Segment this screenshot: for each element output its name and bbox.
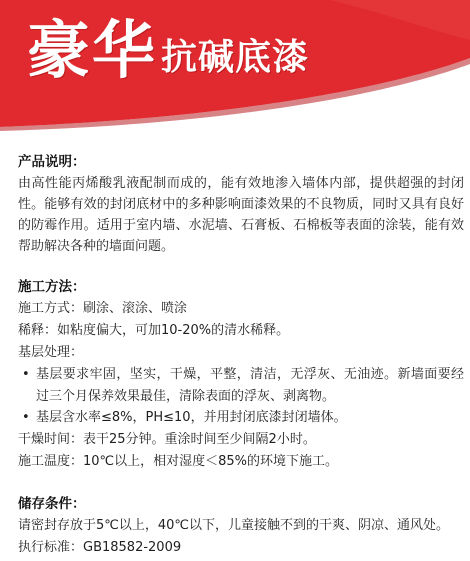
- product-title-sub: 抗碱底漆: [161, 37, 310, 78]
- storage-conditions: 请密封存放于5℃以上，40℃以下，儿童接触不到的干爽、阴凉、通风处。: [18, 517, 450, 533]
- product-title-main: 豪华: [27, 14, 157, 87]
- storage-section: [18, 493, 464, 559]
- storage-heading: 储存条件：: [18, 495, 86, 512]
- substrate-bullet-2: [18, 407, 464, 429]
- application-heading: 施工方法：: [18, 279, 86, 295]
- substrate-bullet-1-text: 基层要求牢固，坚实，干燥，平整，清洁，无浮灰、无油迹。新墙面要经过三个月保养效果最佳，清除表面的浮灰、剥离物。: [36, 367, 464, 404]
- substrate-bullet-1: [18, 364, 464, 407]
- product-description-heading: 产品说明：: [18, 154, 86, 170]
- product-description-section: [18, 151, 464, 257]
- product-info: [18, 151, 464, 559]
- execution-standard: 执行标准：GB18582-2009: [18, 539, 182, 555]
- product-description-text: 由高性能丙烯酸乳液配制而成的，能有效地渗入墙体内部，提供超强的封闭性。能够有效的封闭底材中的多种影响面漆效果的不良物质，同时又具有良好的防霉作用。适用于室内墙、水泥墙、石膏板、石棉板等表面的涂装，能有效帮助解决各种的墙面问题。: [18, 176, 464, 254]
- substrate-bullet-2-text: 基层含水率≤8%，PH≤10，并用封闭底漆封闭墙体。: [36, 410, 347, 425]
- title-banner: [0, 0, 470, 131]
- substrate-heading: 基层处理：: [18, 345, 84, 360]
- bullet-icon: •: [22, 367, 30, 382]
- application-dilution: 稀释：如粘度偏大，可加10-20%的清水稀释。: [18, 323, 290, 338]
- application-method: 施工方式：刷涂、滚涂、喷涂: [18, 301, 188, 316]
- product-title: [27, 14, 309, 88]
- dry-time: 干燥时间：表干25分钟。重涂时间至少间隔2小时。: [18, 431, 316, 447]
- application-section: [18, 276, 464, 473]
- bullet-icon: •: [22, 410, 30, 425]
- application-temperature: 施工温度：10℃以上，相对湿度＜85%的环境下施工。: [18, 453, 339, 469]
